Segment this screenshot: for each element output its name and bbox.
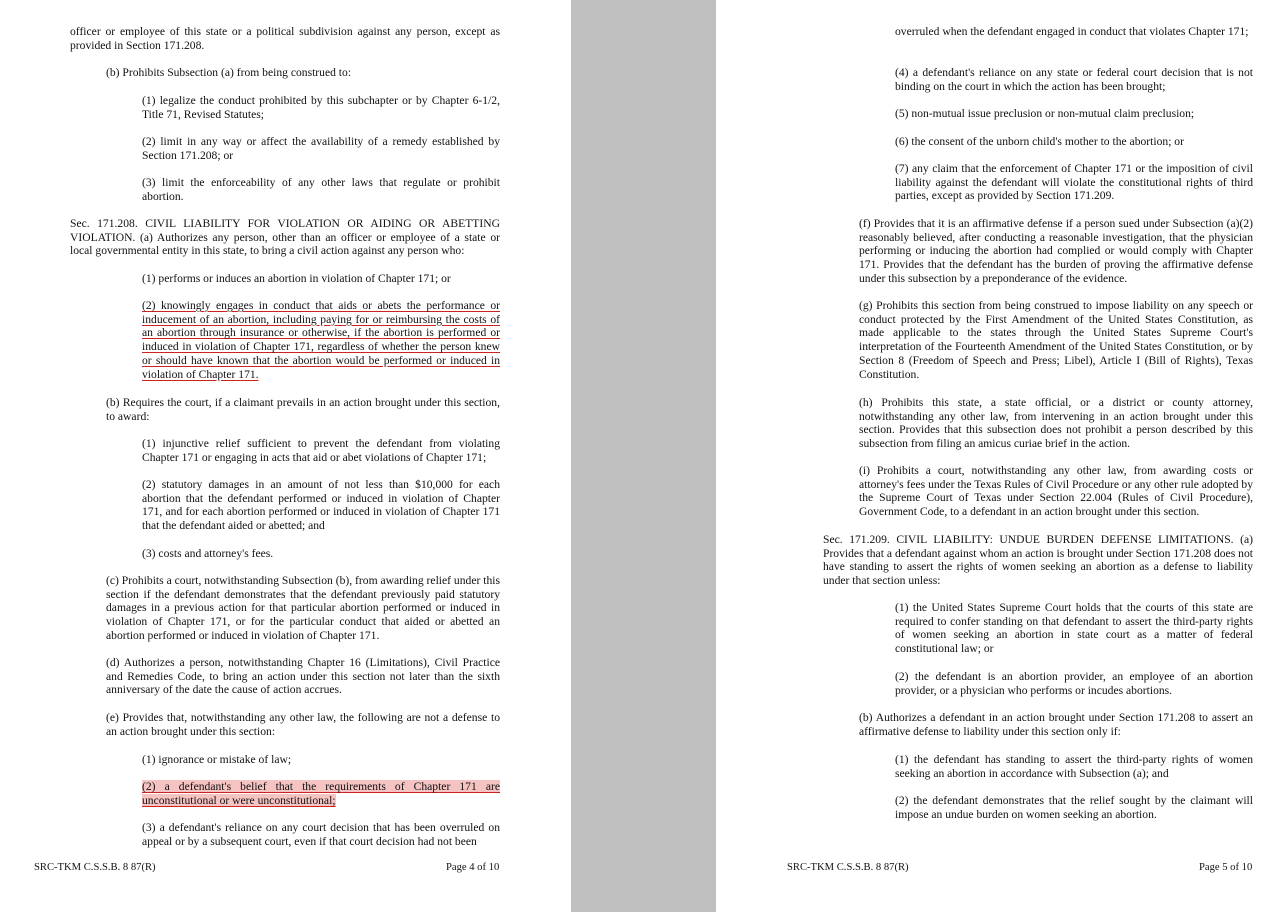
paragraph: (2) limit in any way or affect the availability of a remedy established by Section 171.208; or <box>142 135 500 162</box>
section-heading-171-209: Sec. 171.209. CIVIL LIABILITY: UNDUE BURDEN DEFENSE LIMITATIONS. (a) Provides that a defendant against whom an action is brought under Section 171.208 does not have standing to assert the rights of women seeking an abortion as a defense to liability under that section unless: <box>823 533 1253 588</box>
paragraph: (1) legalize the conduct prohibited by this subchapter or by Chapter 6-1/2, Title 71, Revised Statutes; <box>142 94 500 121</box>
paragraph: (1) ignorance or mistake of law; <box>142 753 292 766</box>
paragraph: (1) the defendant has standing to assert the third-party rights of women seeking an abortion in accordance with Subsection (a); and <box>895 753 1253 780</box>
paragraph: (3) costs and attorney's fees. <box>142 547 274 560</box>
paragraph: (1) performs or induces an abortion in violation of Chapter 171; or <box>142 272 451 285</box>
paragraph: overruled when the defendant engaged in conduct that violates Chapter 171; <box>895 25 1249 38</box>
footer-bill-id: SRC-TKM C.S.S.B. 8 87(R) <box>787 862 909 873</box>
highlighted-paragraph <box>142 780 500 807</box>
paragraph: (1) injunctive relief sufficient to prevent the defendant from violating Chapter 171 or engaging in acts that aid or abet violations of Chapter 171; <box>142 437 500 464</box>
paragraph: (g) Prohibits this section from being construed to impose liability on any speech or conduct protected by the First Amendment of the United States Constitution, as made applicable to the states through the United States Supreme Court's interpretation of the Fourteenth Amendment of the United States Constitution, or by Section 8 (Freedom of Speech and Press; Libel), Article I (Bill of Rights), Texas Constitution. <box>859 299 1253 381</box>
paragraph: (i) Prohibits a court, notwithstanding any other law, from awarding costs or attorney's fees under the Texas Rules of Civil Procedure or any other rule adopted by the Supreme Court of Texas under Section 22.004 (Rules of Civil Procedure), Government Code, to a defendant in an action brought under this section. <box>859 464 1253 519</box>
paragraph: (1) the United States Supreme Court holds that the courts of this state are required to confer standing on that defendant to assert the third-party rights of women seeking an abortion in state court as a matter of federal constitutional law; or <box>895 601 1253 656</box>
paragraph: officer or employee of this state or a political subdivision against any person, except as provided in Section 171.208. <box>70 25 500 52</box>
paragraph: (e) Provides that, notwithstanding any other law, the following are not a defense to an action brought under this section: <box>106 711 500 738</box>
paragraph: (2) the defendant is an abortion provider, an employee of an abortion provider, or a physician who performs or incudes abortions. <box>895 670 1253 697</box>
paragraph: (2) the defendant demonstrates that the relief sought by the claimant will impose an undue burden on women seeking an abortion. <box>895 794 1253 821</box>
paragraph: (b) Requires the court, if a claimant prevails in an action brought under this section, to award: <box>106 396 500 423</box>
paragraph: (f) Provides that it is an affirmative defense if a person sued under Subsection (a)(2) reasonably believed, after conducting a reasonable investigation, that the physician performing or inducing the abortion had complied or would comply with Chapter 171. Provides that the defendant has the burden of proving the affirmative defense under this subsection by a preponderance of the evidence. <box>859 217 1253 285</box>
section-heading-171-208: Sec. 171.208. CIVIL LIABILITY FOR VIOLATION OR AIDING OR ABETTING VIOLATION. (a) Authorizes any person, other than an officer or employee of a state or local governmental entity in this state, to bring a civil action against any person who: <box>70 217 500 258</box>
paragraph: (2) statutory damages in an amount of not less than $10,000 for each abortion that the defendant performed or induced in violation of Chapter 171, and for each abortion performed or induced in violation of Chapter 171 that the defendant aided or abetted; and <box>142 478 500 533</box>
footer-page-number: Page 4 of 10 <box>446 862 500 873</box>
footer-bill-id: SRC-TKM C.S.S.B. 8 87(R) <box>34 862 156 873</box>
paragraph: (d) Authorizes a person, notwithstanding Chapter 16 (Limitations), Civil Practice and Remedies Code, to bring an action under this section not later than the sixth anniversary of the date the cause of action accrues. <box>106 656 500 697</box>
underlined-paragraph: (2) knowingly engages in conduct that aids or abets the performance or inducement of an abortion, including paying for or reimbursing the costs of an abortion through insurance or otherwise, if the abortion is performed or induced in violation of Chapter 171, regardless of whether the person knew or should have known that the abortion would be performed or induced in violation of Chapter 171. <box>142 299 500 381</box>
paragraph: (5) non-mutual issue preclusion or non-mutual claim preclusion; <box>895 107 1195 120</box>
paragraph: (h) Prohibits this state, a state official, or a district or county attorney, notwithstanding any other law, from intervening in an action brought under this section. Provides that this subsection does not prohibit a person described by this subsection from filing an amicus curiae brief in the action. <box>859 396 1253 451</box>
paragraph: (6) the consent of the unborn child's mother to the abortion; or <box>895 135 1184 148</box>
page-gutter <box>571 0 716 912</box>
paragraph: (4) a defendant's reliance on any state or federal court decision that is not binding on the court in which the action has been brought; <box>895 66 1253 93</box>
paragraph: (b) Prohibits Subsection (a) from being construed to: <box>106 66 352 79</box>
highlighted-text: (2) a defendant's belief that the requirements of Chapter 171 are unconstitutional or were unconstitutional; <box>142 780 500 807</box>
paragraph: (c) Prohibits a court, notwithstanding Subsection (b), from awarding relief under this section if the defendant demonstrates that the defendant previously paid statutory damages in a previous action for that particular abortion performed or induced in violation of Chapter 171, or for the particular conduct that aided or abetted an abortion performed or induced in violation of Chapter 171. <box>106 574 500 642</box>
paragraph: (7) any claim that the enforcement of Chapter 171 or the imposition of civil liability against the defendant will violate the constitutional rights of third parties, except as provided by Section 171.209. <box>895 162 1253 203</box>
document-page-4 <box>0 0 571 912</box>
footer-page-number: Page 5 of 10 <box>1199 862 1253 873</box>
paragraph: (3) limit the enforceability of any other laws that regulate or prohibit abortion. <box>142 176 500 203</box>
paragraph: (3) a defendant's reliance on any court decision that has been overruled on appeal or by a subsequent court, even if that court decision had not been <box>142 821 500 848</box>
document-page-5 <box>716 0 1280 912</box>
paragraph: (b) Authorizes a defendant in an action brought under Section 171.208 to assert an affirmative defense to liability under this section only if: <box>859 711 1253 738</box>
